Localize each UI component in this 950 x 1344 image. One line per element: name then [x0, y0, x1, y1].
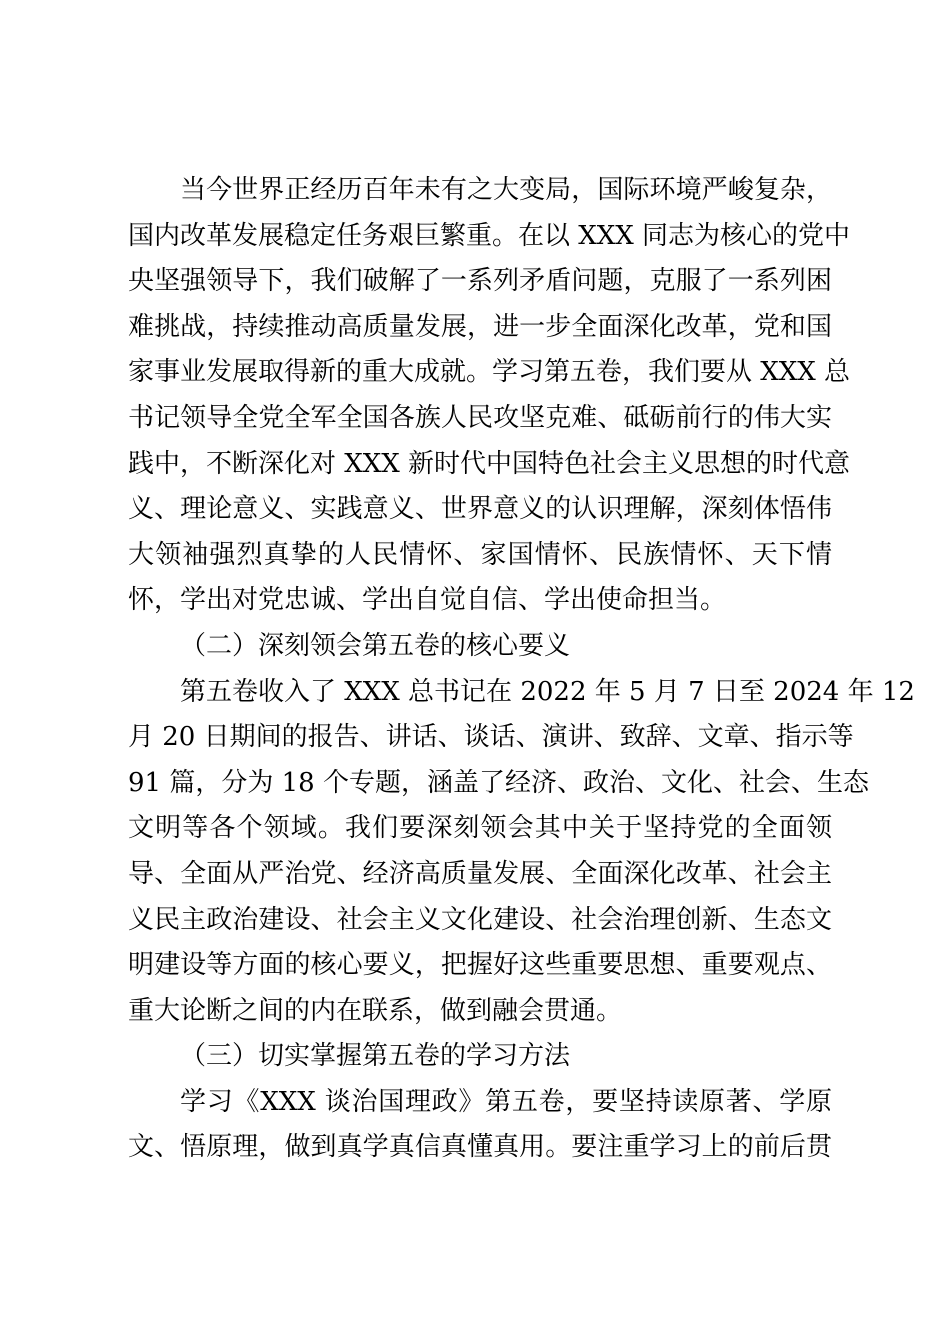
text-line: 当今世界正经历百年未有之大变局，国际环境严峻复杂，: [180, 175, 832, 205]
text-line: 文、悟原理，做到真学真信真懂真用。要注重学习上的前后贯: [128, 1132, 832, 1163]
text-line: 践中，不断深化对 XXX 新时代中国特色社会主义思想的时代意: [128, 448, 851, 479]
text-line: 大领袖强烈真挚的人民情怀、家国情怀、民族情怀、天下情: [128, 539, 832, 570]
text-line: 导、全面从严治党、经济高质量发展、全面深化改革、社会主: [128, 858, 832, 889]
section-heading-study-methods: （三）切实掌握第五卷的学习方法: [180, 1041, 571, 1072]
paragraph-world-situation: [128, 168, 851, 624]
text-line: 义民主政治建设、社会主义文化建设、社会治理创新、生态文: [128, 904, 832, 935]
text-line: 月 20 日期间的报告、讲话、谈话、演讲、致辞、文章、指示等: [128, 722, 854, 753]
text-line: 义、理论意义、实践意义、世界意义的认识理解，深刻体悟伟: [128, 494, 832, 525]
paragraph-study-approach: [128, 1080, 832, 1171]
text-line: 难挑战，持续推动高质量发展，进一步全面深化改革，党和国: [128, 311, 832, 342]
text-line: 国内改革发展稳定任务艰巨繁重。在以 XXX 同志为核心的党中: [128, 220, 851, 251]
text-line: 学习《XXX 谈治国理政》第五卷，要坚持读原著、学原: [180, 1086, 832, 1117]
text-line: 重大论断之间的内在联系，做到融会贯通。: [128, 995, 623, 1026]
text-line: 家事业发展取得新的重大成就。学习第五卷，我们要从 XXX 总: [128, 357, 851, 388]
text-line: 第五卷收入了 XXX 总书记在 2022 年 5 月 7 日至 2024 年 12: [180, 676, 915, 707]
text-line: 91 篇，分为 18 个专题，涵盖了经济、政治、文化、社会、生态: [128, 767, 869, 798]
text-line: 明建设等方面的核心要义，把握好这些重要思想、重要观点、: [128, 950, 832, 981]
text-line: 文明等各个领域。我们要深刻领会其中关于坚持党的全面领: [128, 813, 832, 844]
section-heading-core-essence: （二）深刻领会第五卷的核心要义: [180, 630, 571, 661]
paragraph-volume-contents: [128, 670, 915, 1035]
text-line: 怀，学出对党忠诚、学出自觉自信、学出使命担当。: [128, 585, 727, 616]
text-line: 央坚强领导下，我们破解了一系列矛盾问题，克服了一系列困: [128, 266, 832, 297]
text-line: 书记领导全党全军全国各族人民攻坚克难、砥砺前行的伟大实: [128, 402, 832, 433]
document-body: [128, 168, 915, 1171]
